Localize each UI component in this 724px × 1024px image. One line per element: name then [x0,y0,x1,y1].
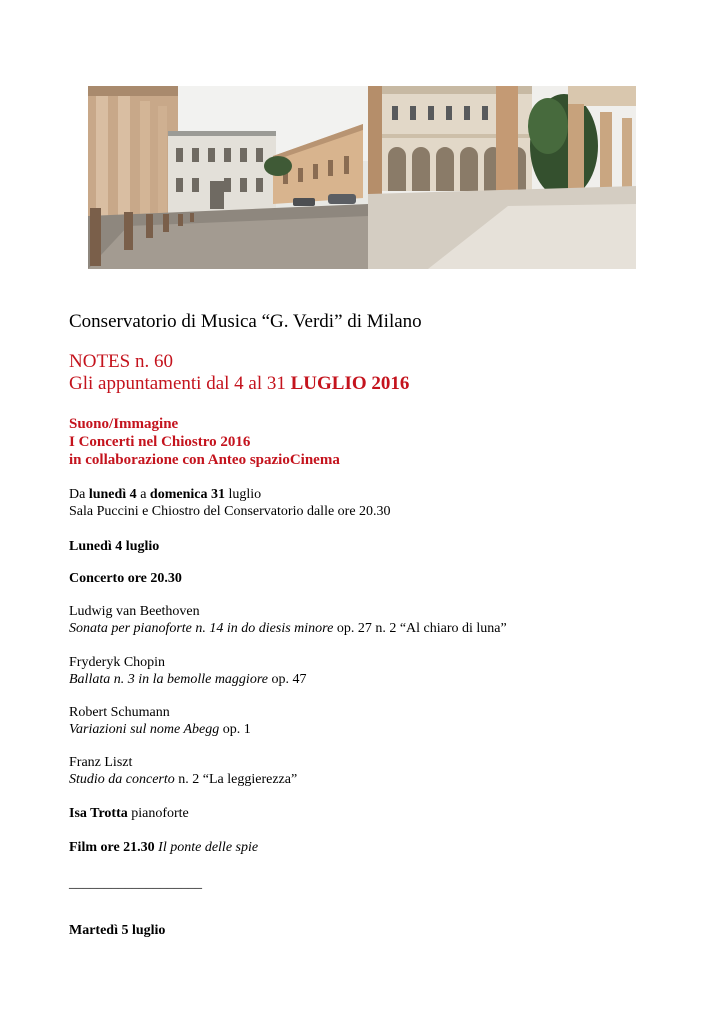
series-collaboration: in collaborazione con Anteo spazioCinema [69,452,340,468]
program-work [69,772,297,788]
notes-subtitle-text: Gli appuntamenti dal 4 al 31 [69,373,291,394]
date-end: domenica 31 [149,487,225,502]
program-work-detail: op. 1 [219,722,251,737]
performer-role: pianoforte [127,806,189,821]
performer [69,806,189,822]
institution-heading: Conservatorio di Musica “G. Verdi” di Milano [69,311,422,332]
film-title: Il ponte delle spie [154,840,259,855]
section-separator: ___________________ [69,876,202,891]
program-work [69,672,306,688]
series-subtitle: I Concerti nel Chiostro 2016 [69,434,251,450]
date-to-word: a [136,487,150,502]
program-work-title: Studio da concerto [69,772,175,787]
performer-name: Isa Trotta [69,806,128,821]
program-work [69,621,507,637]
series-title: Suono/Immagine [69,416,179,432]
header-photo-strip [88,86,636,269]
program-work-title: Sonata per pianoforte n. 14 in do diesis minore [69,621,334,636]
program-composer: Robert Schumann [69,705,170,720]
notes-subtitle-month: LUGLIO 2016 [290,373,410,394]
program-composer: Franz Liszt [69,755,133,770]
program-work-detail: op. 27 n. 2 “Al chiaro di luna” [333,621,507,636]
notes-subtitle [69,373,409,395]
notes-title: NOTES n. 60 [69,351,173,372]
film-time: Film ore 21.30 [69,840,155,855]
venue: Sala Puccini e Chiostro del Conservatorio dalle ore 20.30 [69,504,391,519]
day1-concert-time: Concerto ore 20.30 [69,571,182,586]
cloister-courtyard-photo [88,86,368,269]
day1-date: Lunedì 4 luglio [69,539,160,554]
date-start: lunedì 4 [88,487,137,502]
day2-date: Martedì 5 luglio [69,923,166,938]
date-month: luglio [224,487,262,502]
date-from-word: Da [69,487,89,502]
program-work-detail: op. 47 [267,672,307,687]
program-work-title: Variazioni sul nome Abegg [69,722,220,737]
date-range [69,487,261,503]
program-composer: Fryderyk Chopin [69,655,166,670]
film [69,840,258,856]
cloister-portico-photo [368,86,636,269]
program-composer: Ludwig van Beethoven [69,604,200,619]
program-work-detail: n. 2 “La leggierezza” [174,772,298,787]
program-work-title: Ballata n. 3 in la bemolle maggiore [69,672,268,687]
program-work [69,722,251,738]
